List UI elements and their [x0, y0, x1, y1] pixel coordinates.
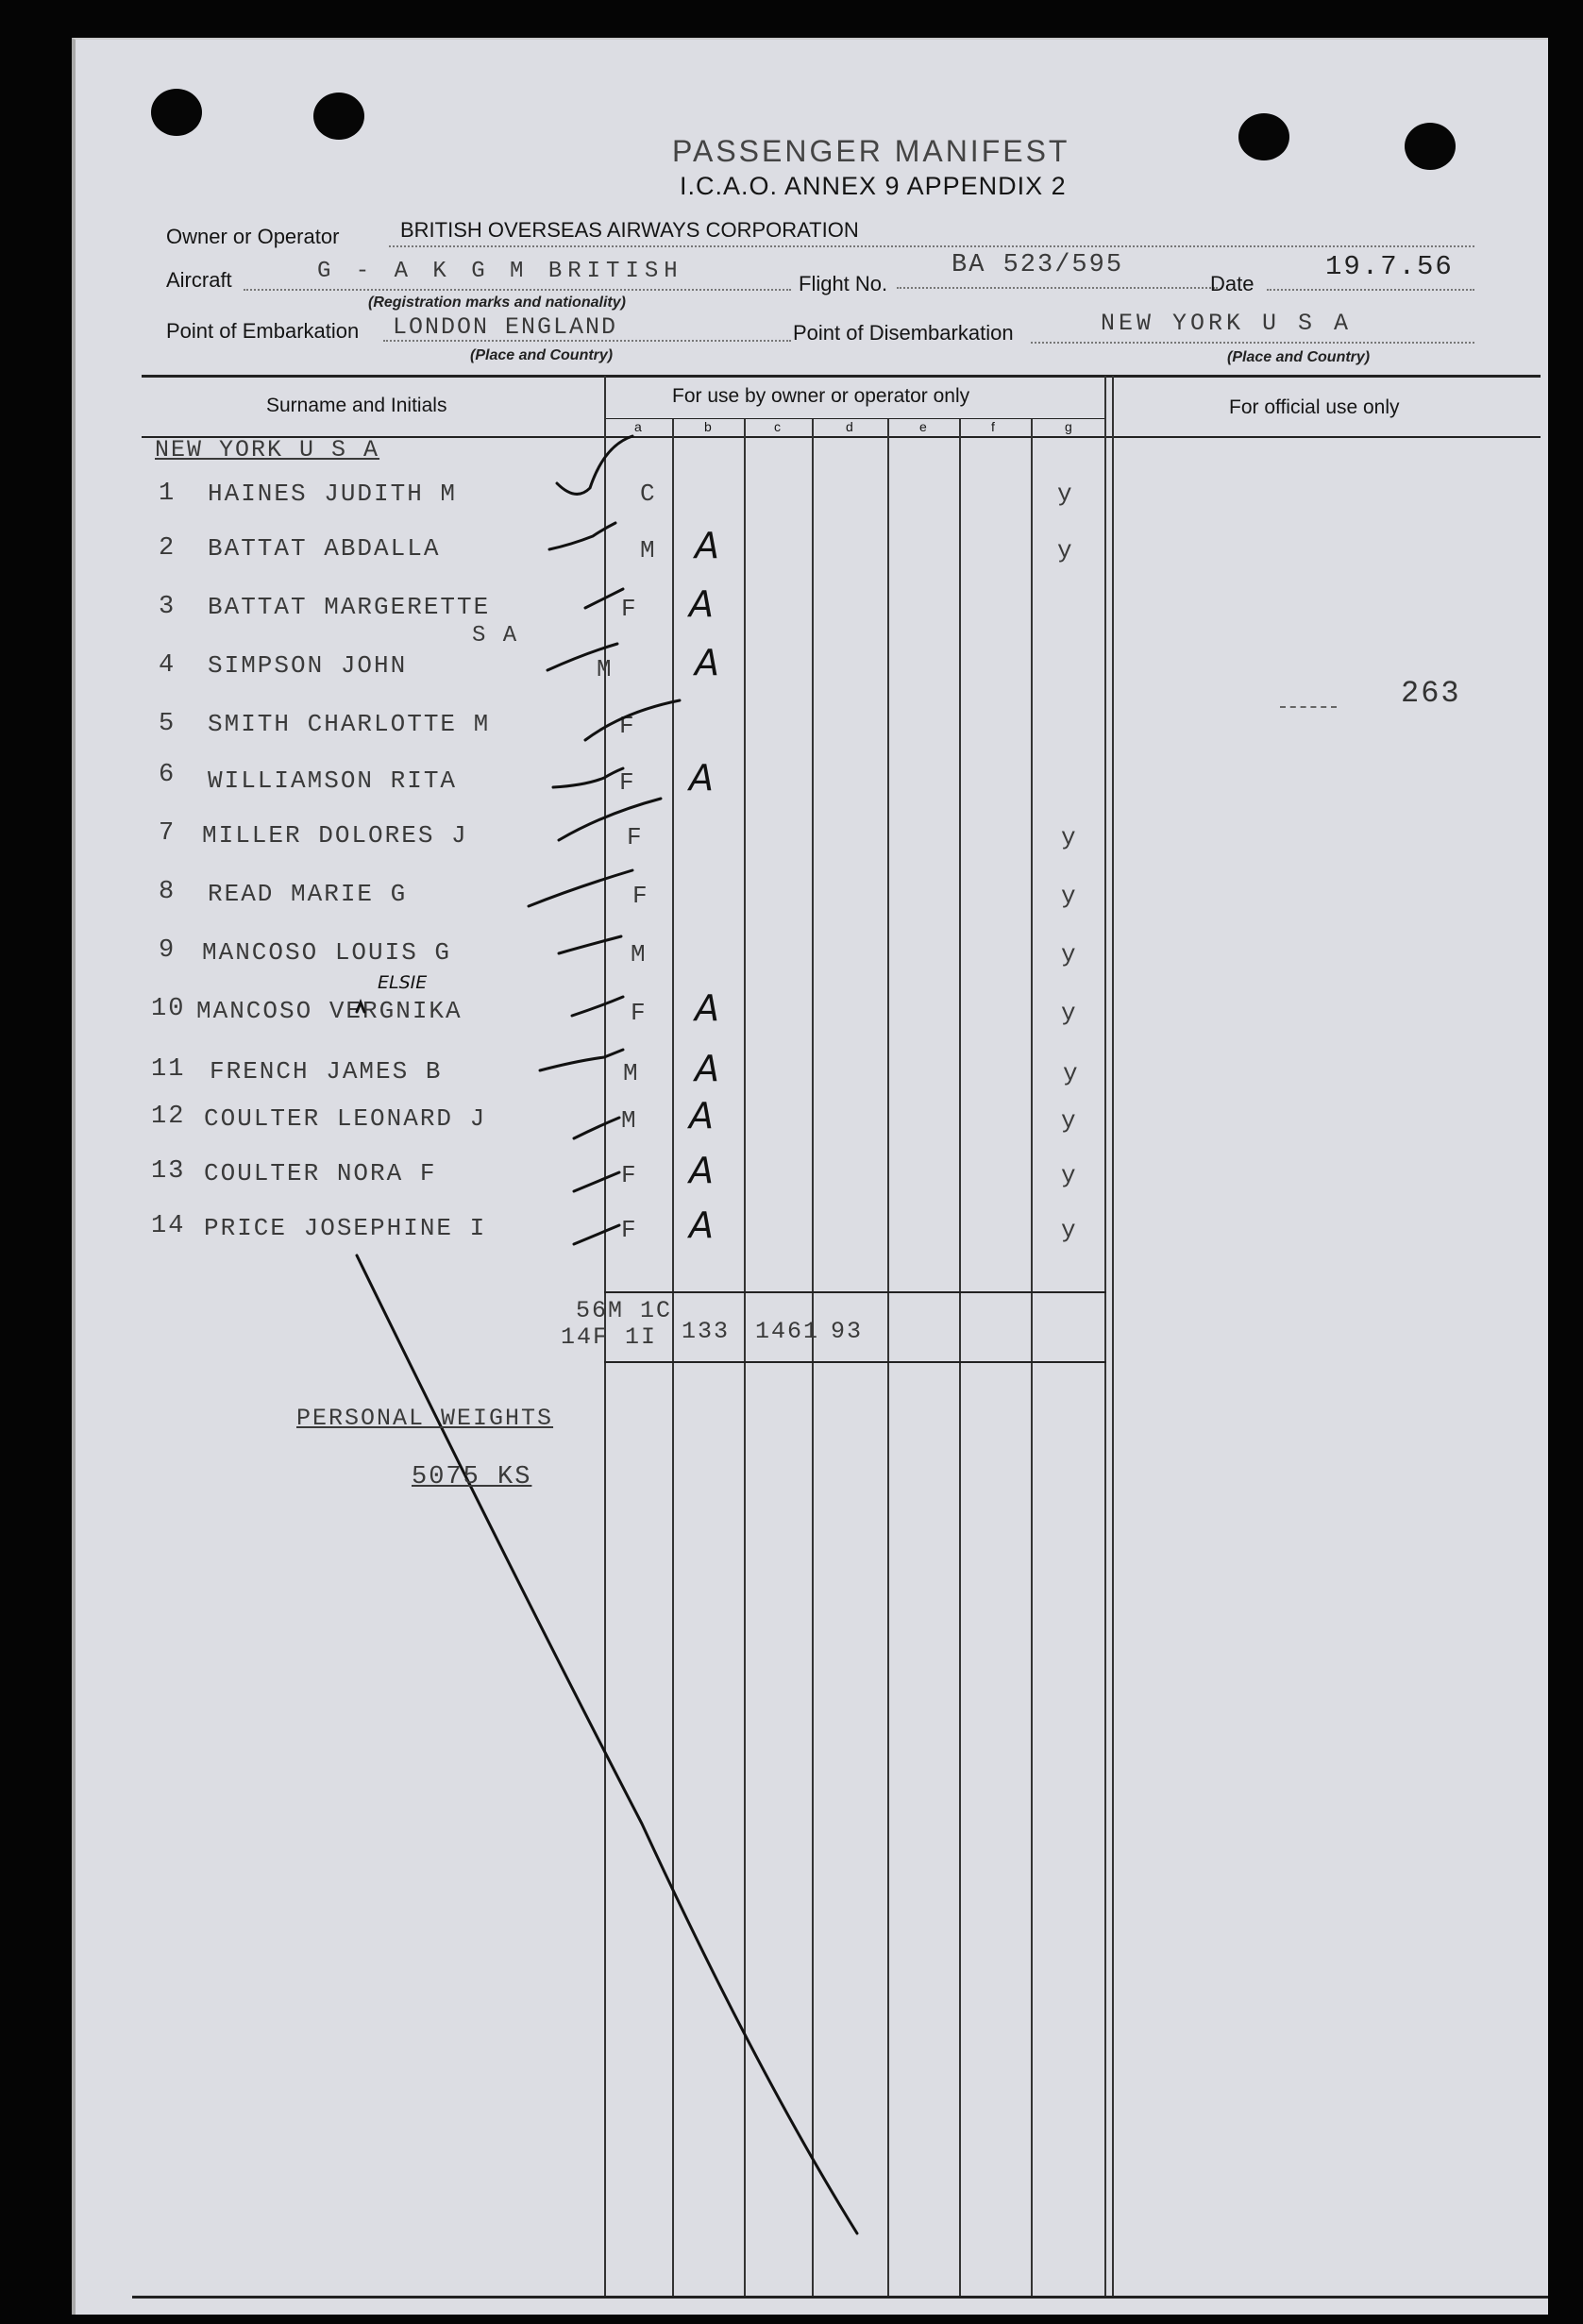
passenger-sex: M: [631, 940, 648, 968]
code-mark: A: [689, 1095, 714, 1137]
passenger-name: HAINES JUDITH M: [208, 480, 458, 508]
page-bottom-rule: [132, 2296, 1548, 2299]
checkmark: [547, 644, 617, 670]
row-number: 13: [151, 1157, 186, 1186]
code-mark: A: [689, 1204, 714, 1246]
passenger-name: MANCOSO VERGNIKA: [196, 997, 463, 1025]
disembark-label: Point of Disembarkation: [793, 321, 1014, 345]
flight-value: BA 523/595: [951, 251, 1124, 279]
row-number: 8: [159, 878, 177, 906]
passenger-sex: F: [621, 595, 638, 623]
embark-label: Point of Embarkation: [166, 319, 360, 343]
col-g-mark: y: [1057, 536, 1074, 564]
passenger-sex: F: [619, 712, 636, 740]
checkmark: [585, 700, 680, 740]
manifest-subtitle: I.C.A.O. ANNEX 9 APPENDIX 2: [680, 172, 1067, 200]
checkmark: [559, 799, 661, 840]
cancel-stroke: [357, 1255, 857, 2233]
date-label: Date: [1210, 272, 1255, 295]
checkmark: [557, 436, 632, 494]
passenger-sex: C: [640, 480, 657, 508]
owner-label: Owner or Operator: [166, 225, 340, 248]
col-g-mark: y: [1061, 1106, 1078, 1135]
passenger-sex: M: [621, 1106, 638, 1135]
checkmark: [574, 1172, 619, 1191]
passenger-sex: M: [597, 655, 614, 683]
checkmark: [529, 870, 632, 906]
passenger-sex: M: [623, 1059, 640, 1087]
code-mark: A: [695, 525, 719, 566]
col-official-header: For official use only: [1229, 396, 1400, 418]
disembark-hint: (Place and Country): [1227, 349, 1371, 365]
checkmark: [540, 1050, 623, 1070]
passenger-sex: F: [631, 999, 648, 1027]
name-insert-note: ELSIE: [378, 972, 428, 993]
col-g-mark: y: [1057, 480, 1074, 508]
totals-col-b: 133: [682, 1318, 731, 1345]
personal-weights-label: PERSONAL WEIGHTS: [296, 1405, 554, 1432]
date-value: 19.7.56: [1325, 251, 1454, 282]
passenger-name: COULTER NORA F: [204, 1159, 437, 1187]
checkmark: [574, 1225, 619, 1244]
totals-line-2: 14F 1I: [561, 1323, 658, 1351]
passenger-name: READ MARIE G: [208, 880, 408, 908]
row-number: 14: [151, 1212, 186, 1240]
col-surname-header: Surname and Initials: [266, 395, 447, 416]
row-number: 1: [159, 480, 177, 508]
checkmark: [572, 997, 623, 1016]
checkmark: [585, 589, 623, 608]
personal-weights-value: 5075 KS: [412, 1463, 532, 1491]
checkmark: [574, 1118, 619, 1138]
official-dash-mark: [1280, 706, 1337, 708]
checkmark: [553, 768, 623, 787]
totals-bottom-rule: [604, 1361, 1106, 1363]
subcol-label-b: b: [704, 419, 712, 434]
subcol-label-g: g: [1065, 419, 1072, 434]
passenger-initials: S A: [472, 623, 519, 648]
passenger-name: MANCOSO LOUIS G: [202, 938, 452, 967]
official-use-note: 263: [1401, 676, 1461, 711]
embark-value: LONDON ENGLAND: [393, 313, 618, 341]
manifest-sheet: [72, 38, 1548, 2315]
subcol-label-a: a: [634, 419, 642, 434]
row-number: 6: [159, 761, 177, 789]
destination-heading: NEW YORK U S A: [155, 436, 380, 463]
code-mark: A: [689, 757, 714, 799]
manifest-title: PASSENGER MANIFEST: [672, 134, 1070, 168]
passenger-name: FRENCH JAMES B: [210, 1057, 443, 1086]
passenger-sex: F: [632, 882, 649, 910]
aircraft-value: G - A K G M BRITISH: [317, 259, 683, 284]
passenger-name: BATTAT ABDALLA: [208, 534, 441, 563]
checkmark: [559, 936, 621, 953]
row-number: 12: [151, 1103, 186, 1131]
aircraft-hint: (Registration marks and nationality): [368, 295, 626, 311]
col-g-mark: y: [1061, 882, 1078, 910]
disembark-value: NEW YORK U S A: [1101, 310, 1353, 337]
code-mark: A: [695, 642, 719, 683]
passenger-name: BATTAT MARGERETTE: [208, 593, 491, 621]
totals-col-c: 1461: [755, 1318, 820, 1345]
passenger-name: SIMPSON JOHN: [208, 651, 408, 680]
passenger-sex: M: [640, 536, 657, 564]
passenger-name: MILLER DOLORES J: [202, 821, 468, 850]
code-mark: A: [689, 583, 714, 625]
subcol-label-d: d: [846, 419, 853, 434]
totals-top-rule: [604, 1291, 1106, 1293]
row-number: 9: [159, 936, 177, 965]
col-g-mark: y: [1063, 1059, 1080, 1087]
row-number: 3: [159, 593, 177, 621]
passenger-sex: F: [621, 1161, 638, 1189]
passenger-sex: F: [621, 1216, 638, 1244]
caret-mark: [357, 1002, 364, 1012]
passenger-name: WILLIAMSON RITA: [208, 766, 458, 795]
totals-line-1: 56M 1C: [576, 1297, 673, 1324]
col-g-mark: y: [1061, 940, 1078, 968]
row-number: 5: [159, 710, 177, 738]
col-g-mark: y: [1061, 823, 1078, 851]
col-g-mark: y: [1061, 1161, 1078, 1189]
code-mark: A: [695, 987, 719, 1029]
row-number: 7: [159, 819, 177, 848]
checkmark: [549, 523, 615, 549]
flight-label: Flight No.: [799, 272, 888, 295]
code-mark: A: [695, 1048, 719, 1089]
row-number: 2: [159, 534, 177, 563]
subcol-label-f: f: [991, 419, 995, 434]
embark-hint: (Place and Country): [470, 347, 614, 363]
totals-col-d: 93: [831, 1318, 864, 1345]
subcol-label-e: e: [919, 419, 927, 434]
passenger-name: SMITH CHARLOTTE M: [208, 710, 491, 738]
row-number: 10: [151, 995, 186, 1023]
owner-value: BRITISH OVERSEAS AIRWAYS CORPORATION: [400, 218, 859, 242]
col-g-mark: y: [1061, 999, 1078, 1027]
code-mark: A: [689, 1150, 714, 1191]
passenger-name: PRICE JOSEPHINE I: [204, 1214, 487, 1242]
row-number: 4: [159, 651, 177, 680]
passenger-sex: F: [619, 768, 636, 797]
passenger-sex: F: [627, 823, 644, 851]
row-number: 11: [151, 1055, 186, 1084]
col-owner-use-header: For use by owner or operator only: [672, 385, 970, 407]
handwritten-marks: [76, 40, 1548, 2315]
aircraft-label: Aircraft: [166, 268, 232, 292]
passenger-name: COULTER LEONARD J: [204, 1104, 487, 1133]
col-g-mark: y: [1061, 1216, 1078, 1244]
subcol-label-c: c: [774, 419, 781, 434]
